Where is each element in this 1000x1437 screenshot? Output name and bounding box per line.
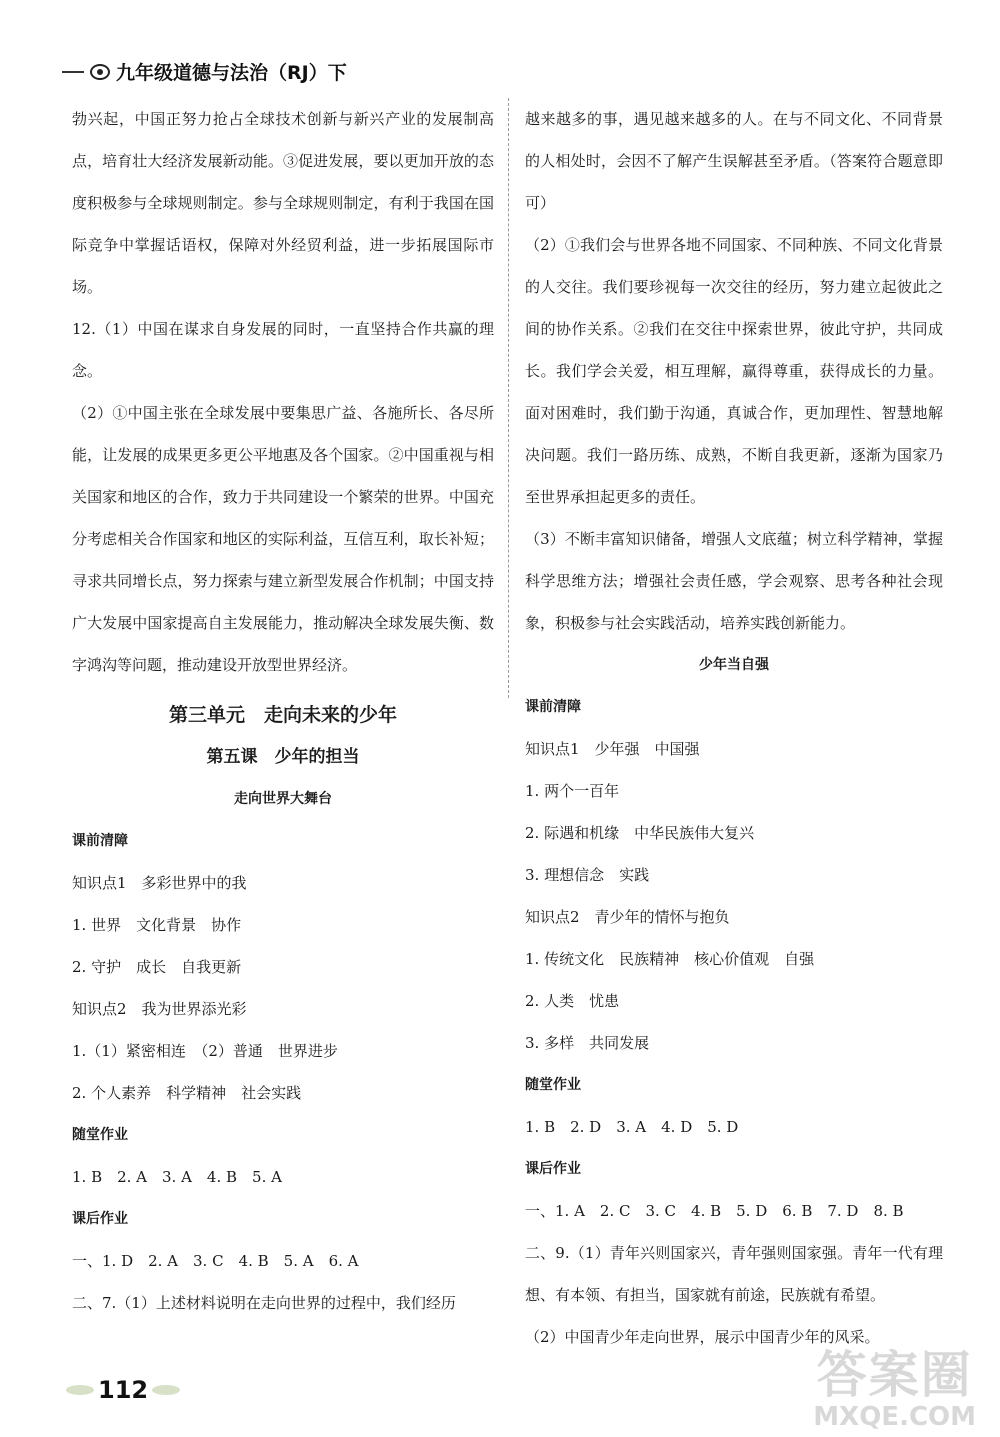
header-rule — [62, 71, 84, 73]
section-heading-pre-class: 课前清障 — [525, 699, 581, 715]
left-paragraph-1: 勃兴起，中国正努力抢占全球技术创新与新兴产业的发展制高点，培育壮大经济发展新动能。③促进发展，要以更加开放的态度积极参与全球规则制定。参与全球规则制定，有利于我国在国际竞争中掌握话语权，保障对外经贸利益，进一步拓展国际市场。 — [72, 110, 494, 296]
book-logo-icon — [90, 64, 110, 80]
page-number — [62, 1376, 184, 1404]
section-heading-in-class: 随堂作业 — [72, 1127, 128, 1143]
watermark — [813, 1347, 976, 1431]
answer-line: 2. 际遇和机缘 中华民族伟大复兴 — [525, 824, 755, 842]
answer-line: 1. B 2. A 3. A 4. B 5. A — [72, 1168, 282, 1186]
right-column — [525, 98, 943, 1358]
right-paragraph-1: 越来越多的事，遇见越来越多的人。在与不同文化、不同背景的人相处时，会因不了解产生误解甚至矛盾。（答案符合题意即可） — [525, 110, 943, 212]
answer-line: 1. 传统文化 民族精神 核心价值观 自强 — [525, 950, 815, 968]
knowledge-point-2: 知识点2 青少年的情怀与抱负 — [525, 908, 730, 926]
left-column — [72, 98, 494, 1324]
answer-line: 1.（1）紧密相连 （2）普通 世界进步 — [72, 1042, 338, 1060]
section-heading-after-class: 课后作业 — [525, 1161, 581, 1177]
watermark-url: MXQE.COM — [813, 1402, 976, 1432]
section-subtitle: 少年当自强 — [699, 657, 769, 673]
knowledge-point-2: 知识点2 我为世界添光彩 — [72, 1000, 247, 1018]
answer-line: 2. 守护 成长 自我更新 — [72, 958, 242, 976]
answer-line: （2）中国青少年走向世界，展示中国青少年的风采。 — [525, 1328, 880, 1346]
answer-line: 2. 人类 忧患 — [525, 992, 620, 1010]
section-heading-pre-class: 课前清障 — [72, 833, 128, 849]
answer-line: 1. 两个一百年 — [525, 782, 620, 800]
knowledge-point-1: 知识点1 多彩世界中的我 — [72, 874, 247, 892]
answer-line: 3. 多样 共同发展 — [525, 1034, 650, 1052]
lesson-title: 第五课 少年的担当 — [206, 747, 360, 767]
watermark-main: 答案圈 — [816, 1346, 973, 1404]
answer-line: 二、7.（1）上述材料说明在走向世界的过程中，我们经历 — [72, 1294, 456, 1312]
unit-title: 第三单元 走向未来的少年 — [168, 704, 397, 726]
answer-line: 3. 理想信念 实践 — [525, 866, 650, 884]
section-heading-after-class: 课后作业 — [72, 1211, 128, 1227]
left-paragraph-3: （2）①中国主张在全球发展中要集思广益、各施所长、各尽所能，让发展的成果更多更公平地惠及各个国家。②中国重视与相关国家和地区的合作，致力于共同建设一个繁荣的世界。中国充分考虑相关合作国家和地区的实际利益，互信互利，取长补短；寻求共同增长点，努力探索与建立新型发展合作机制；中国支持广大发展中国家提高自主发展能力，推动解决全球发展失衡、数字鸿沟等问题，推动建设开放型世界经济。 — [72, 404, 494, 674]
page-header — [62, 58, 347, 85]
knowledge-point-1: 知识点1 少年强 中国强 — [525, 740, 700, 758]
left-paragraph-2: 12.（1）中国在谋求自身发展的同时，一直坚持合作共赢的理念。 — [72, 320, 494, 380]
answer-line: 2. 个人素养 科学精神 社会实践 — [72, 1084, 302, 1102]
page-number-text: 112 — [98, 1376, 149, 1404]
right-paragraph-3: （3）不断丰富知识储备，增强人文底蕴；树立科学精神，掌握科学思维方法；增强社会责任感，学会观察、思考各种社会现象，积极参与社会实践活动，培养实践创新能力。 — [525, 530, 943, 632]
right-paragraph-2: （2）①我们会与世界各地不同国家、不同种族、不同文化背景的人交往。我们要珍视每一次交往的经历，努力建立起彼此之间的协作关系。②我们在交往中探索世界，彼此守护，共同成长。我们学会关爱，相互理解，赢得尊重，获得成长的力量。面对困难时，我们勤于沟通，真诚合作，更加理性、智慧地解决问题。我们一路历练、成熟，不断自我更新，逐渐为国家乃至世界承担起更多的责任。 — [525, 236, 943, 506]
answer-line: 二、9.（1）青年兴则国家兴，青年强则国家强。青年一代有理想、有本领、有担当，国家就有前途，民族就有希望。 — [525, 1244, 943, 1304]
answer-line: 一、1. A 2. C 3. C 4. B 5. D 6. B 7. D 8. B — [525, 1202, 904, 1220]
column-divider — [508, 98, 509, 698]
leaf-ornament-icon — [66, 1385, 94, 1395]
section-heading-in-class: 随堂作业 — [525, 1077, 581, 1093]
leaf-ornament-icon — [152, 1385, 180, 1395]
answer-line: 1. 世界 文化背景 协作 — [72, 916, 242, 934]
answer-line: 1. B 2. D 3. A 4. D 5. D — [525, 1118, 739, 1136]
answer-line: 一、1. D 2. A 3. C 4. B 5. A 6. A — [72, 1252, 359, 1270]
section-subtitle: 走向世界大舞台 — [234, 791, 332, 807]
book-title: 九年级道德与法治（RJ）下 — [116, 62, 347, 84]
